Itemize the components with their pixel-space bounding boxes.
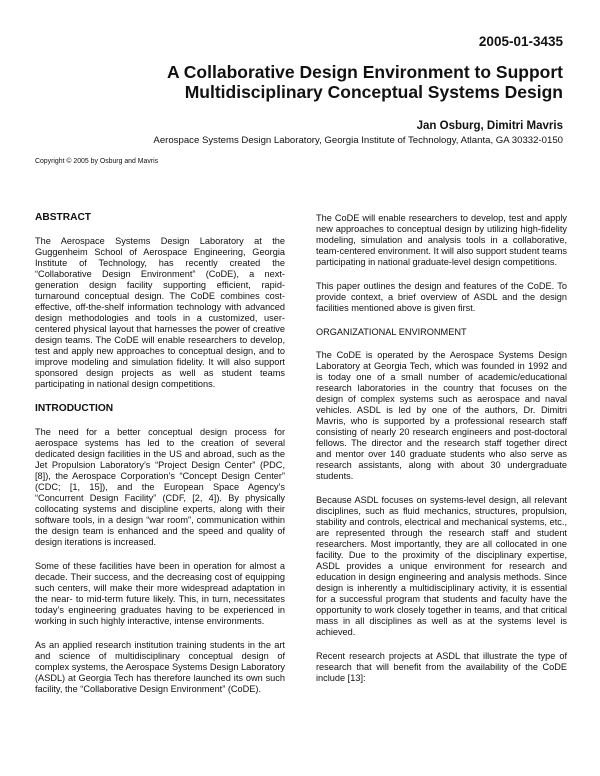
authors: Jan Osburg, Dimitri Mavris bbox=[416, 120, 563, 132]
org-paragraph: Because ASDL focuses on systems-level design, all relevant disciplines, such as fluid mechanics, structures, propulsion, stability and controls, electrical and mechanical systems, etc., are represented through the research staff and student researchers. Most importantly, they are all collocated in one facility. Due to the proximity of the disciplinary expertise, ASDL provides a unique environment for research and education in design engineering and analysis methods. Since design is inherently a multidisciplinary activity, it is essential for a successful program that students and faculty have the opportunity to work closely together in teams, and that critical mass in all disciplines as well as at the systems level is achieved. bbox=[316, 495, 567, 637]
abstract-heading: ABSTRACT bbox=[35, 212, 92, 223]
body-paragraph: The CoDE will enable researchers to develop, test and apply new approaches to conceptual design by utilizing high-fidelity modeling, simulation and analysis tools in a collaborative, team-centered environment. It will also support student teams participating in national graduate-level design competitions. bbox=[316, 213, 567, 267]
body-paragraph: This paper outlines the design and features of the CoDE. To provide context, a brief overview of ASDL and the design facilities mentioned above is given first. bbox=[316, 281, 567, 313]
org-paragraph: Recent research projects at ASDL that illustrate the type of research that will benefit from the availability of the CoDE include [13]: bbox=[316, 651, 567, 683]
introduction-heading: INTRODUCTION bbox=[35, 403, 114, 414]
org-paragraph: The CoDE is operated by the Aerospace Systems Design Laboratory at Georgia Tech, which was founded in 1992 and is today one of a small number of academic/educational research laboratories in the country that focuses on the design of complex systems such as aerospace and naval vehicles. ASDL is led by one of the authors, Dr. Dimitri Mavris, who is supported by a professional research staff consisting of nearly 20 research engineers and post-doctoral fellows. The director and the research staff together direct and mentor over 140 graduate students who also serve as research assistants, along with about 30 undergraduate students. bbox=[316, 350, 567, 481]
copyright-notice: Copyright © 2005 by Osburg and Mavris bbox=[35, 158, 159, 165]
intro-paragraph: As an applied research institution training students in the art and science of multidisciplinary conceptual design of complex systems, the Aerospace Systems Design Laboratory (ASDL) at Georgia Tech has therefore launched its own such facility, the “Collaborative Design Environment” (CoDE). bbox=[35, 640, 285, 694]
org-environment-heading: ORGANIZATIONAL ENVIRONMENT bbox=[316, 327, 467, 337]
paper-title: A Collaborative Design Environment to Support Multidisciplinary Conceptual Systems Design bbox=[166, 62, 563, 102]
abstract-text: The Aerospace Systems Design Laboratory at the Guggenheim School of Aerospace Engineering, Georgia Institute of Technology, has recently created the “Collaborative Design Environment” (CoDE), a next-generation design facility supporting efficient, rapid-turnaround conceptual design. The CoDE combines cost-effective, off-the-shelf information technology with advanced design methodologies and tools in a customized, user-centered physical layout that harnesses the power of creative design teams. The CoDE will enable researchers to develop, test and apply new approaches to conceptual design, and to improve modeling and simulation fidelity. It will also support sponsored design projects as well as student teams participating in national design competitions. bbox=[35, 236, 285, 389]
intro-paragraph: Some of these facilities have been in operation for almost a decade. Their success, and the decreasing cost of equipping such centers, will make their more widespread adaptation in the near- to mid-term future likely. This, in turn, necessitates today’s engineering graduates having to be experienced in working in such highly interactive, intense environments. bbox=[35, 561, 285, 626]
right-column bbox=[316, 213, 567, 697]
affiliation: Aerospace Systems Design Laboratory, Georgia Institute of Technology, Atlanta, GA 30332-0150 bbox=[153, 135, 563, 146]
left-column bbox=[35, 212, 285, 708]
paper-id: 2005-01-3435 bbox=[478, 34, 563, 49]
intro-paragraph: The need for a better conceptual design process for aerospace systems has led to the creation of several dedicated design facilities in the US and abroad, such as the Jet Propulsion Laboratory’s “Project Design Center” (PDC, [8]), the Aerospace Corporation’s “Concept Design Center” (CDC; [1, 15]), and the European Space Agency’s “Concurrent Design Facility” (CDF, [2, 4]). By physically collocating systems and discipline experts, along with their software tools, in a design “war room”, communication within the design team is enhanced and the speed and quality of design iterations is increased. bbox=[35, 427, 285, 547]
